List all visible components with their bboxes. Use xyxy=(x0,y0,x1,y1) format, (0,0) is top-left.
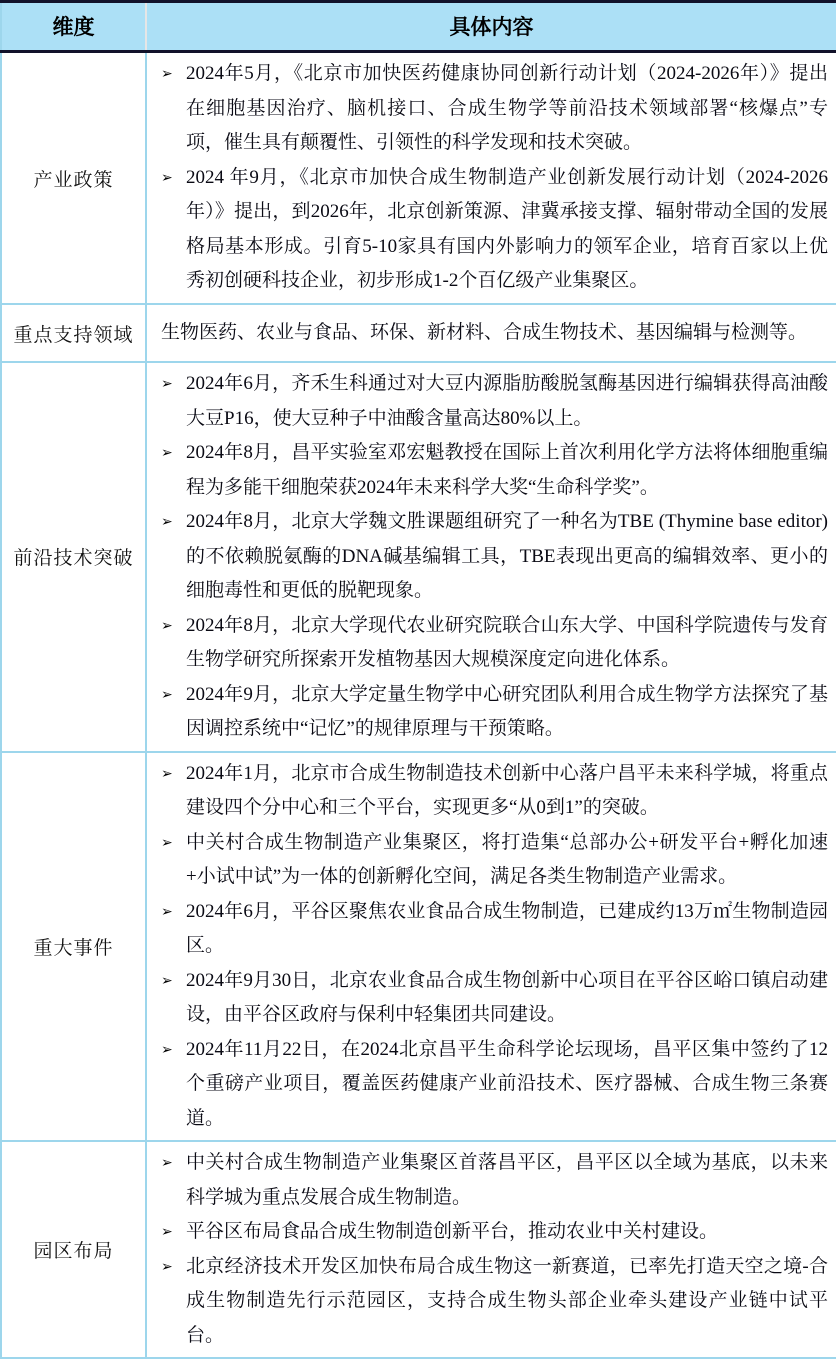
bullet-item xyxy=(159,1215,828,1250)
table-row xyxy=(1,52,836,305)
bullet-text: 2024年5月，《北京市加快医药健康协同创新行动计划（2024-2026年）》提出在细胞基因治疗、脑机接口、合成生物学等前沿技术领域部署“核爆点”专项，催生具有颠覆性、引领性的科学发现和技术突破。 xyxy=(186,63,828,154)
bullet-text: 2024年8月，北京大学魏文胜课题组研究了一种名为TBE (Thymine base editor) 的不依赖脱氨酶的DNA碱基编辑工具，TBE表现出更高的编辑效率、更小的细胞毒性和更低的脱靶现象。 xyxy=(186,511,828,601)
bullet-text: 2024年9月，北京大学定量生物学中心研究团队利用合成生物学方法探究了基因调控系统中“记忆”的规律原理与干预策略。 xyxy=(186,683,828,739)
bullet-item xyxy=(159,316,828,351)
row-content-cell xyxy=(146,304,836,362)
bullet-item xyxy=(159,895,828,964)
bullet-arrow-icon: ➢ xyxy=(161,1155,173,1171)
bullet-item xyxy=(159,367,828,436)
bullet-text: 2024年8月，北京大学现代农业研究院联合山东大学、中国科学院遗传与发育生物学研究所探索开发植物基因大规模深度定向进化体系。 xyxy=(186,614,828,670)
bullet-arrow-icon: ➢ xyxy=(161,686,173,703)
bullet-arrow-icon: ➢ xyxy=(161,834,173,851)
row-content-cell xyxy=(146,752,836,1142)
column-header-content: 具体内容 xyxy=(146,2,836,52)
row-content-cell xyxy=(146,52,836,305)
row-dimension-label: 产业政策 xyxy=(1,52,146,305)
bullet-text: 2024年1月，北京市合成生物制造技术创新中心落户昌平未来科学城，将重点建设四个分中心和三个平台，实现更多“从0到1”的突破。 xyxy=(186,762,828,818)
bullet-text: 中关村合成生物制造产业集聚区，将打造集“总部办公+研发平台+孵化加速+小试中试”为一体的创新孵化空间，满足各类生物制造产业需求。 xyxy=(186,831,828,887)
bullet-text: 中关村合成生物制造产业集聚区首落昌平区，昌平区以全域为基底，以未来科学城为重点发展合成生物制造。 xyxy=(186,1152,828,1208)
row-dimension-label: 前沿技术突破 xyxy=(1,362,146,752)
table-row xyxy=(1,304,836,362)
bullet-arrow-icon: ➢ xyxy=(161,376,173,392)
row-dimension-label: 重点支持领域 xyxy=(1,304,146,362)
bullet-item xyxy=(159,826,828,895)
row-dimension-label: 重大事件 xyxy=(1,752,146,1142)
bullet-arrow-icon: ➢ xyxy=(161,1258,173,1275)
header-row xyxy=(1,2,836,52)
bullet-item xyxy=(159,609,828,678)
bullet-text: 2024年9月30日，北京农业食品合成生物创新中心项目在平谷区峪口镇启动建设，由平谷区政府与保利中轻集团共同建设。 xyxy=(186,969,828,1025)
table-row xyxy=(1,362,836,752)
bullet-text: 北京经济技术开发区加快布局合成生物这一新赛道，已率先打造天空之境-合成生物制造先行示范园区，支持合成生物头部企业牵头建设产业链中试平台。 xyxy=(186,1255,828,1346)
bullet-arrow-icon: ➢ xyxy=(161,972,173,989)
bullet-arrow-icon: ➢ xyxy=(161,617,173,634)
bullet-item xyxy=(159,1250,828,1354)
bullet-arrow-icon: ➢ xyxy=(161,445,173,461)
bullet-text: 生物医药、农业与食品、环保、新材料、合成生物技术、基因编辑与检测等。 xyxy=(161,321,808,343)
table-row xyxy=(1,752,836,1142)
bullet-text: 2024年8月，昌平实验室邓宏魁教授在国际上首次利用化学方法将体细胞重编程为多能干细胞荣获2024年未来科学大奖“生命科学奖”。 xyxy=(186,442,828,498)
bullet-item xyxy=(159,757,828,826)
bullet-text: 2024 年9月，《北京市加快合成生物制造产业创新发展行动计划（2024-2026年）》提出，到2026年，北京创新策源、津冀承接支撑、辐射带动全国的发展格局基本形成。引育5-10家具有国内外影响力的领军企业，培育百家以上优秀初创硬科技企业，初步形成1-2个百亿级产业集聚区。 xyxy=(186,166,828,292)
row-dimension-label: 园区布局 xyxy=(1,1141,146,1358)
bullet-arrow-icon: ➢ xyxy=(161,514,173,530)
row-content-cell xyxy=(146,1141,836,1358)
bullet-item xyxy=(159,964,828,1033)
bullet-item xyxy=(159,505,828,609)
bullet-item xyxy=(159,436,828,505)
bullet-item xyxy=(159,161,828,299)
bullet-arrow-icon: ➢ xyxy=(161,169,173,186)
bullet-item xyxy=(159,678,828,747)
column-header-dimension: 维度 xyxy=(1,2,146,52)
row-content-cell xyxy=(146,362,836,752)
bullet-arrow-icon: ➢ xyxy=(161,1041,173,1058)
bullet-text: 2024年6月，齐禾生科通过对大豆内源脂肪酸脱氢酶基因进行编辑获得高油酸大豆P16，使大豆种子中油酸含量高达80%以上。 xyxy=(186,373,828,429)
bullet-arrow-icon: ➢ xyxy=(161,1224,173,1240)
table-row xyxy=(1,1141,836,1358)
bullet-text: 平谷区布局食品合成生物制造创新平台，推动农业中关村建设。 xyxy=(186,1221,719,1242)
bullet-item xyxy=(159,57,828,161)
bullet-text: 2024年11月22日，在2024北京昌平生命科学论坛现场，昌平区集中签约了12个重磅产业项目，覆盖医药健康产业前沿技术、医疗器械、合成生物三条赛道。 xyxy=(186,1038,828,1129)
bullet-arrow-icon: ➢ xyxy=(161,903,173,920)
table-body xyxy=(1,52,836,1359)
bullet-arrow-icon: ➢ xyxy=(161,765,173,782)
bullet-item xyxy=(159,1033,828,1137)
bullet-text: 2024年6月，平谷区聚焦农业食品合成生物制造，已建成约13万㎡生物制造园区。 xyxy=(186,900,828,956)
bullet-arrow-icon: ➢ xyxy=(161,66,173,83)
